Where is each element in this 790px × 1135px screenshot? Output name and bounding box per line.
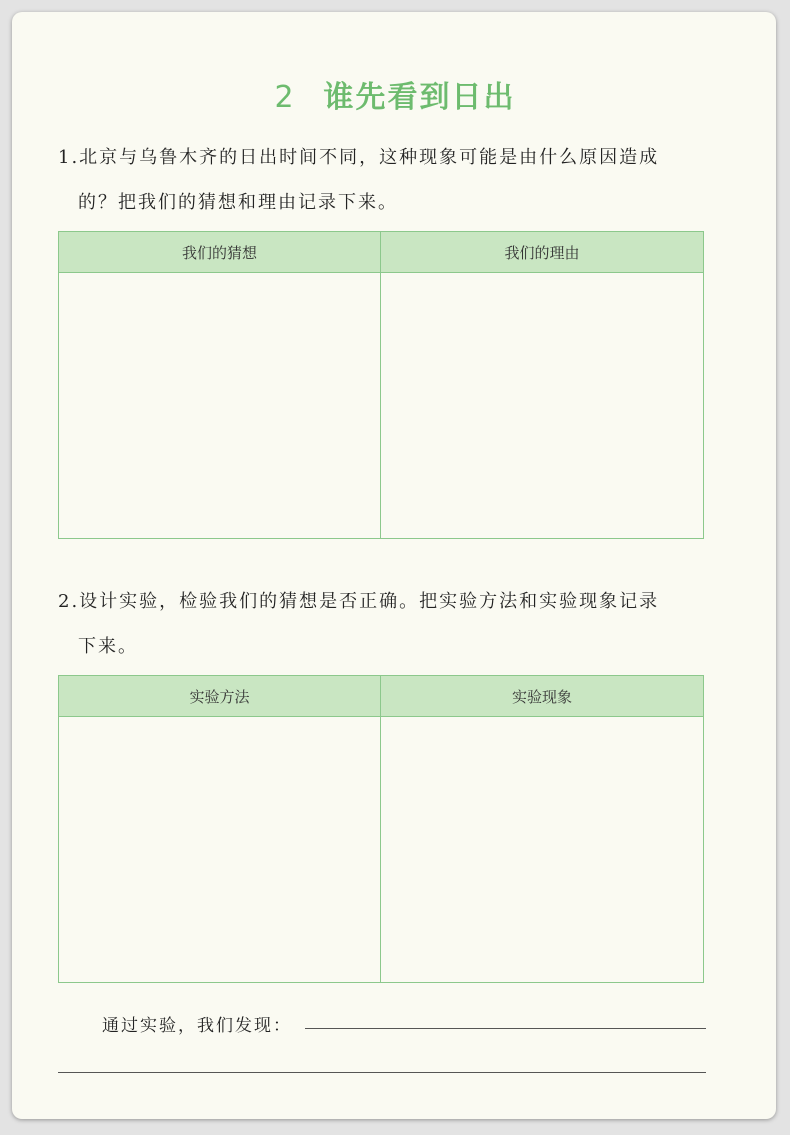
table-body-row bbox=[59, 273, 703, 538]
experiment-table bbox=[58, 675, 704, 983]
table-body-row bbox=[59, 717, 703, 982]
header-our-guess: 我们的猜想 bbox=[59, 232, 381, 272]
method-answer-cell[interactable] bbox=[59, 717, 381, 982]
table-header-row bbox=[59, 232, 703, 273]
page-title bbox=[0, 72, 790, 116]
phenomenon-answer-cell[interactable] bbox=[381, 717, 703, 982]
lesson-title: 谁先看到日出 bbox=[323, 80, 516, 115]
question-2-line-2: 下来。 bbox=[78, 636, 138, 657]
table-header-row bbox=[59, 676, 703, 717]
guess-reason-table bbox=[58, 231, 704, 539]
header-experiment-phenomenon: 实验现象 bbox=[511, 687, 572, 706]
header-our-reason: 我们的理由 bbox=[504, 243, 580, 262]
guess-answer-cell[interactable] bbox=[59, 273, 381, 538]
question-1-line-1: 1.北京与乌鲁木齐的日出时间不同，这种现象可能是由什么原因造成 bbox=[58, 147, 660, 168]
conclusion-prompt: 通过实验，我们发现： bbox=[102, 1016, 292, 1036]
lesson-number: 2 bbox=[274, 80, 296, 115]
reason-answer-cell[interactable] bbox=[381, 273, 703, 538]
conclusion-answer-line-2[interactable] bbox=[58, 1072, 706, 1073]
header-experiment-method: 实验方法 bbox=[59, 676, 381, 716]
question-2-line-1: 2.设计实验，检验我们的猜想是否正确。把实验方法和实验现象记录 bbox=[58, 591, 660, 612]
question-1-line-2: 的？把我们的猜想和理由记录下来。 bbox=[78, 192, 398, 213]
conclusion-answer-line-1[interactable] bbox=[305, 1028, 706, 1029]
